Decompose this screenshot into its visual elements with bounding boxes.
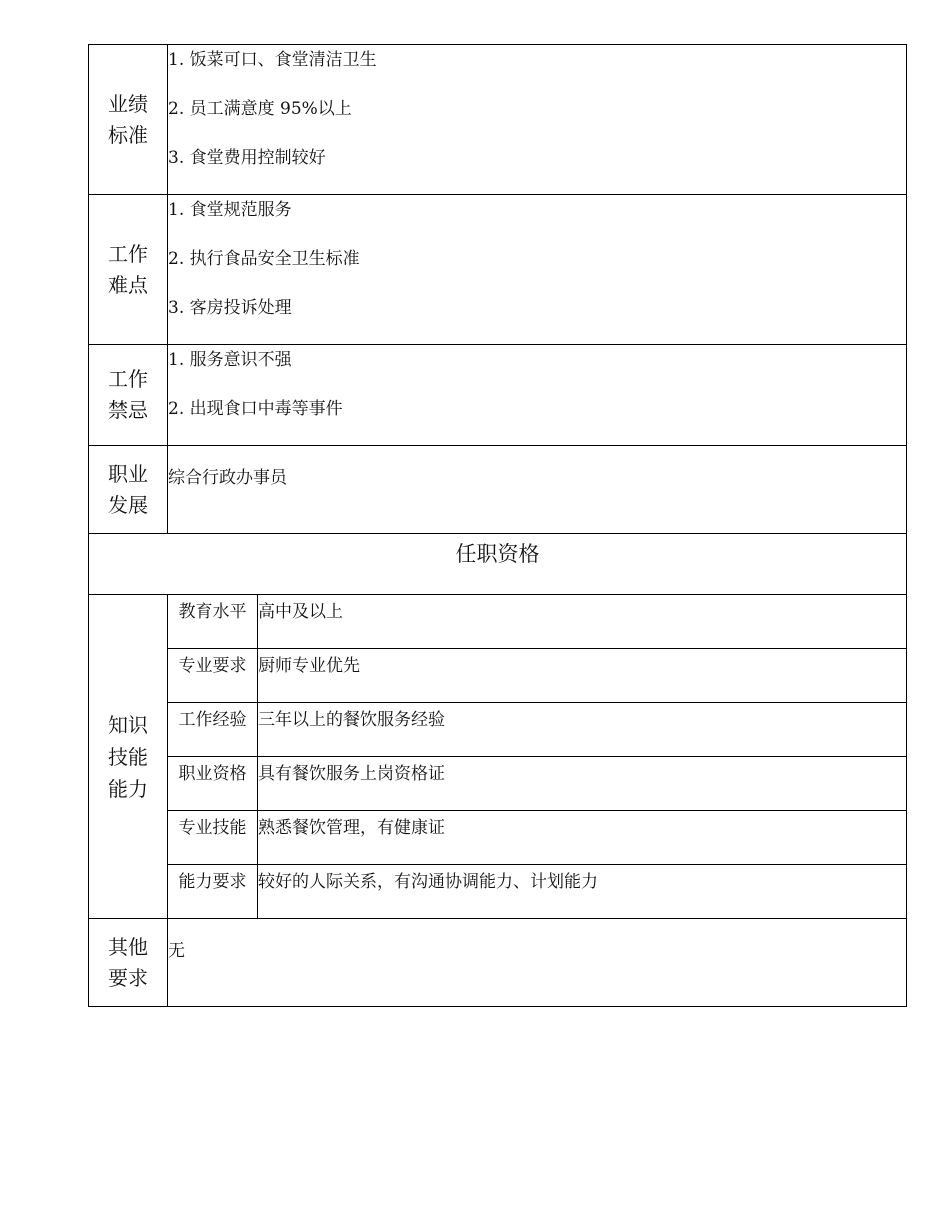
qualification-value: 三年以上的餐饮服务经验 <box>258 703 907 757</box>
qualification-value: 较好的人际关系，有沟通协调能力、计划能力 <box>258 872 598 892</box>
job-description-table <box>88 44 907 1007</box>
row-qualifications <box>89 595 907 919</box>
qualifications-cell <box>168 595 907 919</box>
label-qualifications: 知识 技能 能力 <box>89 595 168 919</box>
table-row <box>168 811 906 865</box>
list-item: 1. 食堂规范服务 <box>168 200 292 220</box>
list-item: 1. 饭菜可口、食堂清洁卫生 <box>168 50 377 70</box>
list-item: 1. 服务意识不强 <box>168 350 292 370</box>
job-description-sheet <box>88 44 907 1007</box>
label-work-taboo: 工作 禁忌 <box>89 345 168 446</box>
qualification-value: 熟悉餐饮管理，有健康证 <box>258 811 907 865</box>
list-item: 2. 员工满意度 95%以上 <box>168 99 352 119</box>
qualification-value: 高中及以上 <box>258 595 907 649</box>
qualification-key: 工作经验 <box>168 703 258 757</box>
list-item: 2. 执行食品安全卫生标准 <box>168 249 360 269</box>
label-other-requirements: 其他 要求 <box>89 919 168 1007</box>
label-work-difficulty: 工作 难点 <box>89 195 168 345</box>
list-item: 无 <box>168 941 185 961</box>
content-performance-standard <box>168 45 907 195</box>
content-work-difficulty <box>168 195 907 345</box>
row-section-title <box>89 534 907 595</box>
content-career-development <box>168 446 907 534</box>
row-work-difficulty <box>89 195 907 345</box>
table-row <box>168 649 906 703</box>
qualification-key: 专业技能 <box>168 811 258 865</box>
row-other-requirements <box>89 919 907 1007</box>
table-row <box>168 865 906 919</box>
list-item: 3. 食堂费用控制较好 <box>168 148 326 168</box>
qualification-value: 厨师专业优先 <box>258 649 907 703</box>
row-performance-standard <box>89 45 907 195</box>
table-row <box>168 757 906 811</box>
qualification-key: 教育水平 <box>168 595 258 649</box>
section-title: 任职资格 <box>89 534 907 595</box>
table-row <box>168 703 906 757</box>
list-item: 综合行政办事员 <box>168 468 287 488</box>
row-work-taboo <box>89 345 907 446</box>
qualification-value: 具有餐饮服务上岗资格证 <box>258 757 907 811</box>
qualification-key: 能力要求 <box>168 865 258 919</box>
row-career-development <box>89 446 907 534</box>
qualification-key: 职业资格 <box>168 757 258 811</box>
table-row <box>168 595 906 649</box>
qualification-key: 专业要求 <box>168 649 258 703</box>
label-career-development: 职业 发展 <box>89 446 168 534</box>
list-item: 2. 出现食口中毒等事件 <box>168 399 343 419</box>
content-other-requirements <box>168 919 907 1007</box>
label-performance-standard: 业绩 标准 <box>89 45 168 195</box>
list-item: 3. 客房投诉处理 <box>168 298 292 318</box>
content-work-taboo <box>168 345 907 446</box>
qualifications-table <box>168 595 906 918</box>
